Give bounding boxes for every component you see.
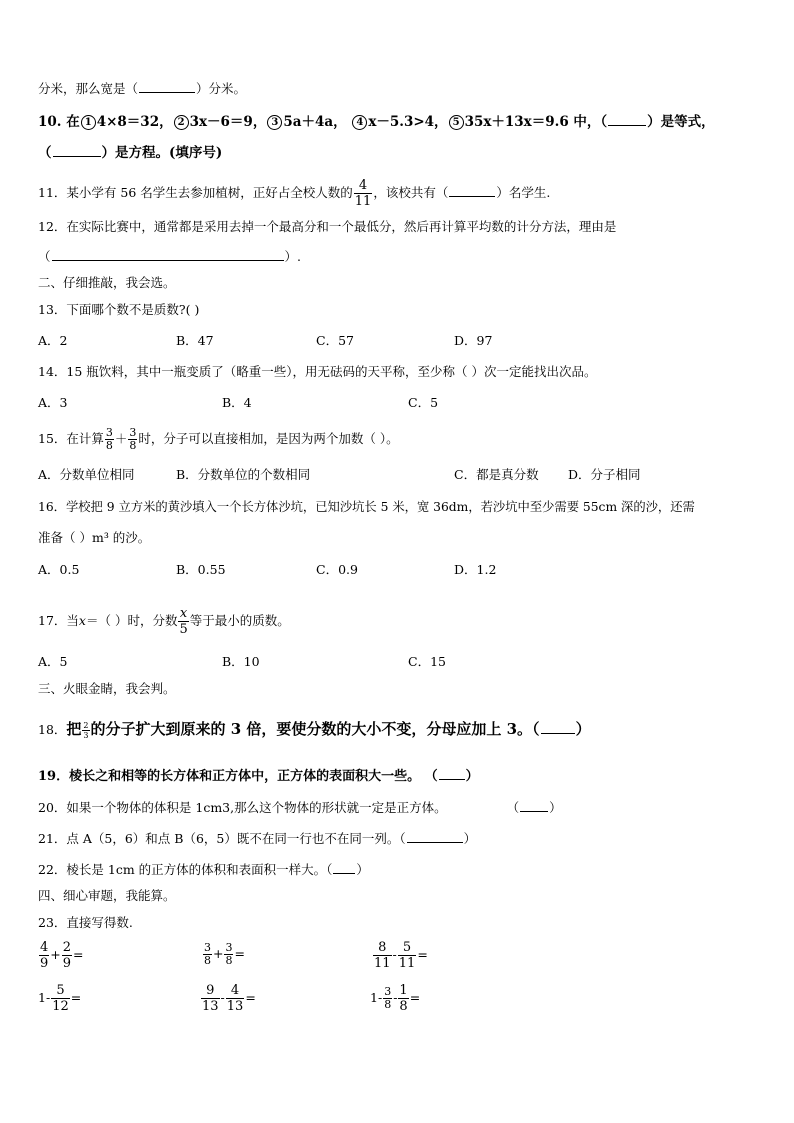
question-11: 11．某小学有 56 名学生去参加植树，正好占全校人数的 $\frac{4}{11}$ ，该校共有（ ）名学生. — [38, 178, 551, 209]
option-a[interactable]: A．分数单位相同 — [38, 467, 135, 482]
fraction: $\frac{3}{8}$ — [384, 985, 392, 1011]
answer-blank[interactable] — [333, 861, 355, 874]
circled-number: 2 — [174, 115, 189, 130]
calc-expression-6: 1- $\frac{3}{8}$ - $\frac{1}{8}$ = — [370, 983, 421, 1014]
section-4-heading: 四、细心审题，我能算。 — [38, 888, 176, 903]
answer-blank[interactable] — [139, 80, 195, 93]
answer-blank[interactable] — [449, 184, 495, 197]
answer-blank[interactable] — [53, 144, 101, 157]
fraction: $\frac{2}{9}$ — [62, 940, 72, 971]
option-a[interactable]: A．2 — [38, 333, 68, 348]
fraction: $\frac{5}{12}$ — [52, 983, 69, 1014]
question-21: 21．点 A（5，6）和点 B（6，5）既不在同一行也不在同一列。（ ） — [38, 831, 477, 846]
fraction: $\frac{4}{11}$ — [354, 178, 372, 209]
calc-expression-3: $\frac{8}{11}$ - $\frac{5}{11}$ = — [374, 940, 428, 971]
fraction: $\frac{9}{13}$ — [202, 983, 219, 1014]
option-d[interactable]: D．1.2 — [454, 562, 497, 577]
fraction: $\frac{4}{13}$ — [226, 983, 244, 1014]
option-a[interactable]: A．0.5 — [38, 562, 80, 577]
option-b[interactable]: B．0.55 — [176, 562, 226, 577]
question-14: 14．15 瓶饮料，其中一瓶变质了（略重一些），用无砝码的天平称，至少称（ ）次一定能找出次品。 — [38, 364, 597, 379]
question-20: 20．如果一个物体的体积是 1cm3,那么这个物体的形状就一定是正方体。 （ ） — [38, 800, 562, 815]
option-b[interactable]: B．47 — [176, 333, 214, 348]
circled-number: 1 — [81, 115, 96, 130]
fraction: $\frac{3}{8}$ — [129, 426, 137, 452]
circled-number: 4 — [352, 115, 367, 130]
calc-expression-1: $\frac{4}{9}$ + $\frac{2}{9}$ = — [40, 940, 84, 971]
option-a[interactable]: A．3 — [38, 395, 68, 410]
option-c[interactable]: C．57 — [316, 333, 354, 348]
circled-number: 5 — [449, 115, 464, 130]
option-d[interactable]: D．97 — [454, 333, 493, 348]
option-c[interactable]: C．0.9 — [316, 562, 358, 577]
fraction: $\frac{3}{8}$ — [225, 941, 233, 967]
fraction: $\frac{5}{11}$ — [398, 940, 416, 971]
question-23: 23．直接写得数. — [38, 915, 133, 930]
fraction: $\frac{x}{5}$ — [179, 606, 188, 637]
question-19: 19．棱长之和相等的长方体和正方体中，正方体的表面积大一些。 （ ） — [38, 769, 479, 784]
option-d[interactable]: D．分子相同 — [568, 467, 641, 482]
option-a[interactable]: A．5 — [38, 654, 68, 669]
question-12: 12．在实际比赛中，通常都是采用去掉一个最高分和一个最低分，然后再计算平均数的计分方法，理由是 — [38, 219, 617, 234]
calc-expression-5: $\frac{9}{13}$ - $\frac{4}{13}$ = — [202, 983, 256, 1014]
option-b[interactable]: B．10 — [222, 654, 260, 669]
question-22: 22．棱长是 1cm 的正方体的体积和表面积一样大。（ ） — [38, 862, 369, 877]
question-17: 17．当x＝（ ）时，分数 $\frac{x}{5}$ 等于最小的质数。 — [38, 606, 290, 637]
option-c[interactable]: C．5 — [408, 395, 439, 410]
answer-blank[interactable] — [52, 248, 284, 261]
fraction: $\frac{1}{8}$ — [399, 983, 408, 1014]
question-15: 15．在计算 $\frac{3}{8}$ ＋ $\frac{3}{8}$ 时，分子可以直接相加，是因为两个加数（ ）。 — [38, 426, 399, 452]
question-12-line2: （ ）. — [38, 249, 301, 264]
question-13: 13．下面哪个数不是质数?( ) — [38, 302, 200, 317]
fraction: $\frac{4}{9}$ — [40, 940, 49, 971]
question-10-line2: （ ）是方程。(填序号) — [38, 145, 223, 161]
question-16: 16．学校把 9 立方米的黄沙填入一个长方体沙坑，已知沙坑长 5 米，宽 36dm，若沙坑中至少需要 55cm 深的沙，还需 — [38, 500, 695, 514]
question-10: 10. 在 1 4×8＝32， 2 3x－6＝9， 3 5a＋4a， 4 x－5.3>4， 5 35x＋13x＝9.6 中，（ ）是等式， — [38, 114, 715, 130]
calc-expression-4: 1- $\frac{5}{12}$ = — [38, 983, 82, 1014]
question-18: 18．把 $\frac{2}{3}$ 的分子扩大到原来的 3 倍，要使分数的大小不变，分母应加上 3。（ ） — [38, 720, 591, 740]
question-9-continuation: 分米，那么宽是（ ）分米。 — [38, 81, 247, 96]
fraction: $\frac{2}{3}$ — [83, 721, 89, 740]
section-2-heading: 二、仔细推敲，我会选。 — [38, 275, 176, 290]
answer-blank[interactable] — [407, 830, 463, 843]
fraction: $\frac{3}{8}$ — [204, 941, 211, 967]
option-b[interactable]: B．分数单位的个数相同 — [176, 467, 311, 482]
answer-blank[interactable] — [541, 721, 575, 734]
fraction: $\frac{3}{8}$ — [105, 426, 113, 452]
answer-blank[interactable] — [608, 113, 646, 126]
option-c[interactable]: C．15 — [408, 654, 446, 669]
option-c[interactable]: C．都是真分数 — [454, 467, 539, 482]
circled-number: 3 — [267, 115, 282, 130]
option-b[interactable]: B．4 — [222, 395, 252, 410]
answer-blank[interactable] — [439, 767, 465, 780]
fraction: $\frac{8}{11}$ — [374, 940, 391, 971]
calc-expression-2: $\frac{3}{8}$ + $\frac{3}{8}$ = — [204, 941, 245, 967]
section-3-heading: 三、火眼金睛，我会判。 — [38, 681, 176, 696]
answer-blank[interactable] — [520, 799, 548, 812]
question-16-line2: 准备（ ）m³ 的沙。 — [38, 530, 151, 545]
